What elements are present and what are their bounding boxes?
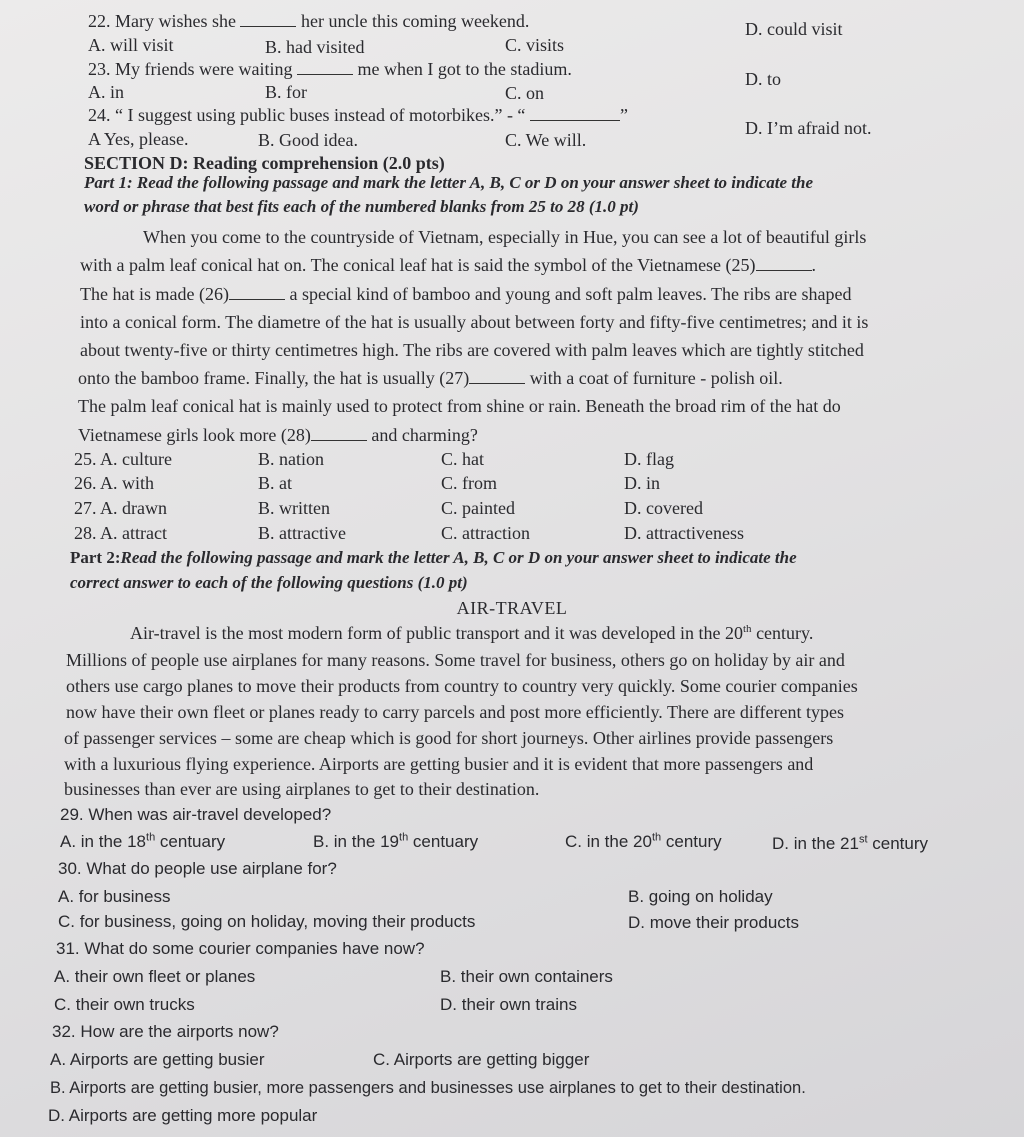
passage2-line1-text: Air-travel is the most modern form of public transport and it was developed in the 20 bbox=[130, 623, 743, 643]
q32-question: 32. How are the airports now? bbox=[52, 1022, 279, 1041]
q22-option-c: C. visits bbox=[505, 35, 565, 55]
blank-25 bbox=[756, 256, 812, 271]
q24-stem bbox=[88, 104, 628, 126]
opt26-c: C. from bbox=[441, 473, 497, 493]
passage2-line7: businesses than ever are using airplanes to get to their destination. bbox=[64, 779, 540, 799]
blank-28 bbox=[311, 426, 367, 441]
q22-blank bbox=[240, 12, 296, 27]
q24-stem-start: 24. “ I suggest using public buses instead of motorbikes.” - “ bbox=[88, 105, 526, 125]
q24-blank bbox=[530, 106, 620, 121]
q29-option-b bbox=[313, 831, 478, 853]
q29-b-text: B. in the 19 bbox=[313, 832, 400, 851]
q31-option-a: A. their own fleet or planes bbox=[54, 967, 256, 986]
q30-option-d: D. move their products bbox=[628, 913, 800, 932]
q24-stem-end: ” bbox=[619, 105, 628, 125]
q29-b-end: centuary bbox=[408, 832, 479, 851]
q31-option-b: B. their own containers bbox=[440, 967, 613, 986]
passage1-line8-end: and charming? bbox=[366, 425, 478, 445]
q31-question: 31. What do some courier companies have now? bbox=[56, 939, 425, 958]
opt28-a: 28. A. attract bbox=[74, 523, 167, 543]
opt26-d: D. in bbox=[624, 473, 660, 493]
opt27-a: 27. A. drawn bbox=[74, 498, 167, 518]
part2-instruction-text: Read the following passage and mark the letter A, B, C or D on your answer sheet to indicate the bbox=[120, 548, 797, 567]
part2-instruction-line1 bbox=[70, 547, 797, 569]
passage1-line5: about twenty-five or thirty centimetres high. The ribs are covered with palm leaves which are tightly stitched bbox=[80, 340, 864, 360]
passage2-line1 bbox=[130, 622, 813, 644]
blank-26 bbox=[229, 285, 285, 300]
passage1-line4: into a conical form. The diametre of the hat is usually about between forty and fifty-five centimetres; and it is bbox=[80, 312, 869, 332]
passage1-line2-end: . bbox=[811, 255, 817, 275]
passage1-line2-text: with a palm leaf conical hat on. The conical leaf hat is said the symbol of the Vietnamese (25) bbox=[80, 255, 756, 275]
passage2-line1-end: century. bbox=[751, 623, 814, 643]
passage1-line1: When you come to the countryside of Vietnam, especially in Hue, you can see a lot of beautiful girls bbox=[143, 227, 867, 247]
q32-option-a: A. Airports are getting busier bbox=[50, 1050, 265, 1069]
q29-a-text: A. in the 18 bbox=[60, 832, 147, 851]
q24-option-c: C. We will. bbox=[505, 130, 587, 150]
q32-option-c: C. Airports are getting bigger bbox=[373, 1050, 590, 1069]
q30-option-c: C. for business, going on holiday, moving their products bbox=[58, 912, 476, 931]
opt28-d: D. attractiveness bbox=[624, 523, 744, 543]
opt25-c: C. hat bbox=[441, 449, 484, 469]
part2-label: Part 2: bbox=[70, 548, 121, 567]
q29-question: 29. When was air-travel developed? bbox=[60, 805, 332, 824]
q23-stem-start: 23. My friends were waiting bbox=[88, 59, 297, 79]
passage1-line7: The palm leaf conical hat is mainly used to protect from shine or rain. Beneath the broad rim of the hat do bbox=[78, 396, 841, 416]
opt27-c: C. painted bbox=[441, 498, 515, 518]
q29-b-sup: th bbox=[399, 831, 409, 844]
passage2-heading: AIR-TRAVEL bbox=[456, 598, 568, 618]
opt25-b: B. nation bbox=[258, 449, 324, 469]
q22-option-a: A. will visit bbox=[88, 35, 174, 55]
q29-d-text: D. in the 21 bbox=[772, 834, 859, 853]
part2-instruction-line2: correct answer to each of the following questions (1.0 pt) bbox=[70, 573, 468, 592]
passage1-line3 bbox=[80, 283, 851, 305]
q23-stem bbox=[88, 58, 572, 80]
q24-option-a: A Yes, please. bbox=[88, 129, 189, 149]
q29-c-text: C. in the 20 bbox=[565, 832, 652, 851]
q30-option-b: B. going on holiday bbox=[628, 887, 773, 906]
passage2-line1-sup: th bbox=[743, 623, 752, 635]
q31-option-d: D. their own trains bbox=[440, 995, 577, 1014]
q22-option-d: D. could visit bbox=[745, 19, 843, 39]
passage1-line3-start: The hat is made (26) bbox=[80, 284, 229, 304]
opt25-d: D. flag bbox=[624, 449, 674, 469]
q22-option-b: B. had visited bbox=[265, 37, 365, 57]
q29-option-a bbox=[60, 831, 225, 853]
opt27-d: D. covered bbox=[624, 498, 703, 518]
q32-option-d: D. Airports are getting more popular bbox=[48, 1106, 318, 1125]
q32-option-b: B. Airports are getting busier, more passengers and businesses use airplanes to get to their destination. bbox=[50, 1079, 806, 1097]
opt27-b: B. written bbox=[258, 498, 330, 518]
passage1-line8 bbox=[78, 424, 478, 446]
blank-27 bbox=[469, 369, 525, 384]
opt28-c: C. attraction bbox=[441, 523, 530, 543]
q23-option-d: D. to bbox=[745, 69, 781, 89]
q29-c-sup: th bbox=[651, 831, 662, 844]
q23-option-a: A. in bbox=[88, 82, 124, 102]
q24-option-d: D. I’m afraid not. bbox=[745, 118, 872, 138]
q31-option-c: C. their own trucks bbox=[54, 995, 195, 1014]
passage1-line6 bbox=[78, 367, 783, 389]
passage1-line3-end: a special kind of bamboo and young and soft palm leaves. The ribs are shaped bbox=[284, 284, 852, 304]
passage2-line4: now have their own fleet or planes ready to carry parcels and post more efficiently. There are different types bbox=[66, 702, 845, 722]
q24-option-b: B. Good idea. bbox=[258, 130, 358, 150]
q29-option-d bbox=[772, 833, 928, 855]
q29-a-end: centuary bbox=[155, 832, 226, 851]
passage1-line8-start: Vietnamese girls look more (28) bbox=[78, 425, 311, 445]
passage2-line2: Millions of people use airplanes for many reasons. Some travel for business, others go on holiday by air and bbox=[66, 650, 845, 670]
passage2-line5: of passenger services – some are cheap which is good for short journeys. Other airlines provide passengers bbox=[64, 728, 834, 748]
q29-d-end: century bbox=[867, 834, 928, 853]
section-d-title: SECTION D: Reading comprehension (2.0 pts) bbox=[84, 153, 445, 173]
q29-c-end: century bbox=[661, 832, 722, 851]
passage1-line6-end: with a coat of furniture - polish oil. bbox=[525, 368, 783, 388]
q23-option-c: C. on bbox=[505, 83, 545, 103]
passage2-line6: with a luxurious flying experience. Airports are getting busier and it is evident that more passengers and bbox=[64, 754, 814, 774]
q22-stem-start: 22. Mary wishes she bbox=[88, 11, 241, 31]
q22-stem-end: her uncle this coming weekend. bbox=[296, 11, 530, 31]
passage2-line3: others use cargo planes to move their products from country to country very quickly. Some courier companies bbox=[66, 676, 858, 696]
q23-stem-end: me when I got to the stadium. bbox=[352, 59, 572, 79]
passage1-line2 bbox=[80, 254, 816, 276]
q29-a-sup: th bbox=[146, 831, 156, 844]
passage1-line6-start: onto the bamboo frame. Finally, the hat is usually (27) bbox=[78, 368, 470, 388]
q30-option-a: A. for business bbox=[58, 887, 171, 906]
q23-option-b: B. for bbox=[265, 82, 307, 102]
part1-instruction-line2: word or phrase that best fits each of the numbered blanks from 25 to 28 (1.0 pt) bbox=[84, 197, 639, 216]
q23-blank bbox=[297, 60, 353, 75]
opt26-b: B. at bbox=[258, 473, 292, 493]
opt28-b: B. attractive bbox=[258, 523, 346, 543]
q22-stem bbox=[88, 10, 529, 32]
part1-instruction-line1: Part 1: Read the following passage and mark the letter A, B, C or D on your answer sheet to indicate the bbox=[84, 173, 813, 192]
q29-option-c bbox=[565, 831, 722, 853]
q30-question: 30. What do people use airplane for? bbox=[58, 859, 337, 878]
opt25-a: 25. A. culture bbox=[74, 449, 172, 469]
opt26-a: 26. A. with bbox=[74, 473, 155, 493]
q29-d-sup: st bbox=[858, 833, 868, 846]
